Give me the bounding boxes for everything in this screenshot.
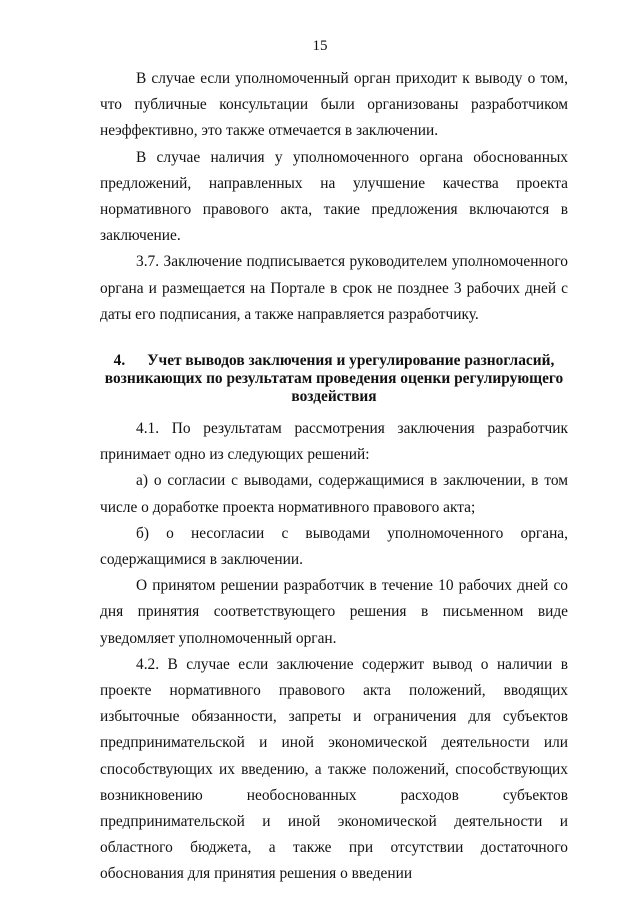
paragraph-notification: О принятом решении разработчик в течение 10 рабочих дней со дня принятия соответствующего решения в письменном виде уведомляет уполномоченный орган. [100, 577, 568, 647]
page-number: 15 [312, 38, 328, 54]
paragraph-3-7: 3.7. Заключение подписывается руководителем уполномоченного органа и размещается на Портале в срок не позднее 3 рабочих дней с даты его подписания, а также направляется разработчику. [100, 253, 568, 323]
paragraph-proposals: В случае наличия у уполномоченного органа обоснованных предложений, направленных на улучшение качества проекта нормативного правового акта, такие предложения включаются в заключение. [100, 148, 568, 245]
section-heading [100, 352, 568, 406]
paragraph-option-a: а) о согласии с выводами, содержащимися в заключении, в том числе о доработке проекта нормативного правового акта; [100, 472, 568, 516]
paragraph-4-1: 4.1. По результатам рассмотрения заключения разработчик принимает одно из следующих решений: [100, 420, 568, 464]
section-number: 4. [113, 352, 126, 370]
paragraph-option-b: б) о несогласии с выводами уполномоченного органа, содержащимися в заключении. [100, 524, 568, 569]
paragraph-4-2: 4.2. В случае если заключение содержит вывод о наличии в проекте нормативного правового акта положений, вводящих избыточные обязанности, запреты и ограничения для субъектов предпринимательской и иной экономической деятельности или способствующих их введению, а также положений, способствующих возникновению необоснованных расходов субъектов предпринимательской и иной экономической деятельности и областного бюджета, а также при отсутствии достаточного обоснования для принятия решения о введении [100, 655, 568, 883]
paragraph-public-consultations: В случае если уполномоченный орган приходит к выводу о том, что публичные консультации были организованы разработчиком неэффективно, это также отмечается в заключении. [100, 70, 568, 140]
document-body [100, 66, 568, 888]
section-title: Учет выводов заключения и урегулирование разногласий, возникающих по результатам проведения оценки регулирующего воздействия [104, 352, 564, 406]
